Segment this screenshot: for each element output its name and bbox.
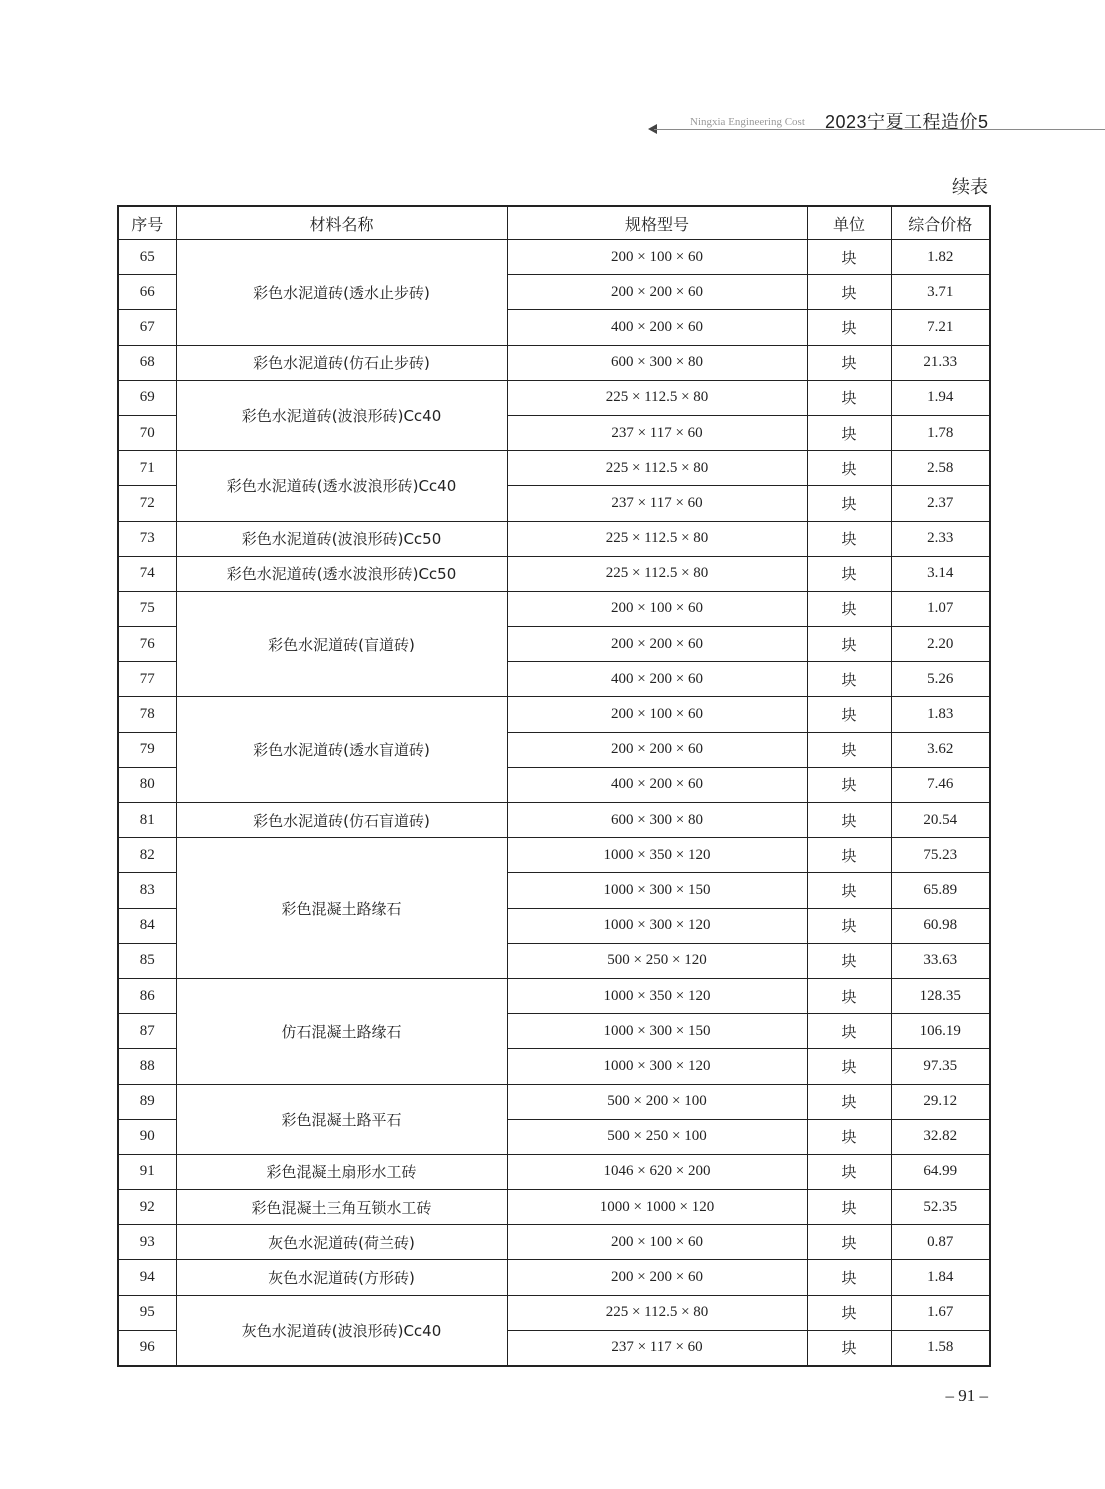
cell-no: 74 xyxy=(118,556,176,591)
cell-unit: 块 xyxy=(807,767,891,802)
cell-no: 87 xyxy=(118,1014,176,1049)
cell-spec: 500 × 200 × 100 xyxy=(507,1084,807,1119)
cell-material-name: 彩色混凝土扇形水工砖 xyxy=(176,1154,507,1189)
cell-unit: 块 xyxy=(807,943,891,978)
cell-spec: 200 × 200 × 60 xyxy=(507,1260,807,1295)
cell-no: 65 xyxy=(118,240,176,275)
cell-material-name: 彩色水泥道砖(透水波浪形砖)Cc40 xyxy=(176,451,507,521)
cell-unit: 块 xyxy=(807,838,891,873)
cell-no: 85 xyxy=(118,943,176,978)
cell-spec: 1000 × 350 × 120 xyxy=(507,838,807,873)
cell-spec: 1000 × 1000 × 120 xyxy=(507,1190,807,1225)
cell-unit: 块 xyxy=(807,521,891,556)
cell-price: 3.14 xyxy=(891,556,990,591)
table-body xyxy=(118,240,990,1367)
cell-price: 1.84 xyxy=(891,1260,990,1295)
price-table xyxy=(117,205,991,1367)
cell-material-name: 彩色水泥道砖(盲道砖) xyxy=(176,591,507,697)
cell-no: 75 xyxy=(118,591,176,626)
table-header-row xyxy=(118,206,990,240)
cell-material-name: 彩色混凝土三角互锁水工砖 xyxy=(176,1190,507,1225)
cell-price: 2.33 xyxy=(891,521,990,556)
cell-unit: 块 xyxy=(807,1119,891,1154)
cell-spec: 237 × 117 × 60 xyxy=(507,486,807,521)
cell-unit: 块 xyxy=(807,1330,891,1366)
cell-no: 93 xyxy=(118,1225,176,1260)
cell-no: 67 xyxy=(118,310,176,345)
column-header-unit: 单位 xyxy=(807,206,891,240)
cell-no: 86 xyxy=(118,978,176,1013)
cell-unit: 块 xyxy=(807,908,891,943)
cell-price: 128.35 xyxy=(891,978,990,1013)
cell-unit: 块 xyxy=(807,486,891,521)
cell-unit: 块 xyxy=(807,1154,891,1189)
cell-no: 81 xyxy=(118,803,176,838)
cell-spec: 225 × 112.5 × 80 xyxy=(507,556,807,591)
cell-unit: 块 xyxy=(807,1225,891,1260)
cell-no: 78 xyxy=(118,697,176,732)
cell-spec: 1000 × 300 × 150 xyxy=(507,873,807,908)
cell-unit: 块 xyxy=(807,310,891,345)
table-row xyxy=(118,1190,990,1225)
cell-spec: 237 × 117 × 60 xyxy=(507,415,807,450)
cell-no: 70 xyxy=(118,415,176,450)
cell-unit: 块 xyxy=(807,978,891,1013)
cell-spec: 200 × 100 × 60 xyxy=(507,697,807,732)
cell-no: 96 xyxy=(118,1330,176,1366)
cell-no: 71 xyxy=(118,451,176,486)
cell-spec: 400 × 200 × 60 xyxy=(507,662,807,697)
cell-price: 1.83 xyxy=(891,697,990,732)
table-row xyxy=(118,521,990,556)
cell-spec: 225 × 112.5 × 80 xyxy=(507,1295,807,1330)
cell-price: 5.26 xyxy=(891,662,990,697)
cell-spec: 600 × 300 × 80 xyxy=(507,345,807,380)
cell-unit: 块 xyxy=(807,1084,891,1119)
cell-material-name: 灰色水泥道砖(波浪形砖)Cc40 xyxy=(176,1295,507,1366)
cell-spec: 200 × 100 × 60 xyxy=(507,591,807,626)
cell-spec: 1046 × 620 × 200 xyxy=(507,1154,807,1189)
table-row xyxy=(118,591,990,626)
cell-spec: 200 × 100 × 60 xyxy=(507,1225,807,1260)
cell-material-name: 仿石混凝土路缘石 xyxy=(176,978,507,1084)
cell-spec: 1000 × 300 × 120 xyxy=(507,908,807,943)
table-row xyxy=(118,803,990,838)
table-row xyxy=(118,240,990,275)
cell-spec: 200 × 200 × 60 xyxy=(507,627,807,662)
column-header-name: 材料名称 xyxy=(176,206,507,240)
cell-unit: 块 xyxy=(807,415,891,450)
cell-price: 2.58 xyxy=(891,451,990,486)
cell-spec: 500 × 250 × 120 xyxy=(507,943,807,978)
table-row xyxy=(118,838,990,873)
cell-spec: 1000 × 350 × 120 xyxy=(507,978,807,1013)
cell-unit: 块 xyxy=(807,240,891,275)
cell-unit: 块 xyxy=(807,556,891,591)
cell-price: 97.35 xyxy=(891,1049,990,1084)
cell-no: 83 xyxy=(118,873,176,908)
cell-no: 82 xyxy=(118,838,176,873)
cell-material-name: 彩色水泥道砖(透水止步砖) xyxy=(176,240,507,346)
cell-price: 21.33 xyxy=(891,345,990,380)
header-chinese-title: 2023宁夏工程造价5 xyxy=(825,112,989,132)
table-row xyxy=(118,1084,990,1119)
cell-spec: 200 × 200 × 60 xyxy=(507,275,807,310)
cell-unit: 块 xyxy=(807,275,891,310)
cell-no: 79 xyxy=(118,732,176,767)
cell-price: 2.20 xyxy=(891,627,990,662)
cell-unit: 块 xyxy=(807,1260,891,1295)
cell-price: 3.71 xyxy=(891,275,990,310)
cell-price: 1.82 xyxy=(891,240,990,275)
table-row xyxy=(118,978,990,1013)
table-row xyxy=(118,1260,990,1295)
cell-material-name: 灰色水泥道砖(方形砖) xyxy=(176,1260,507,1295)
cell-price: 0.87 xyxy=(891,1225,990,1260)
header-english-title: Ningxia Engineering Cost xyxy=(690,116,805,128)
cell-no: 80 xyxy=(118,767,176,802)
cell-price: 7.21 xyxy=(891,310,990,345)
cell-no: 72 xyxy=(118,486,176,521)
cell-unit: 块 xyxy=(807,873,891,908)
cell-price: 20.54 xyxy=(891,803,990,838)
cell-no: 73 xyxy=(118,521,176,556)
cell-no: 89 xyxy=(118,1084,176,1119)
cell-price: 52.35 xyxy=(891,1190,990,1225)
cell-price: 33.63 xyxy=(891,943,990,978)
cell-unit: 块 xyxy=(807,591,891,626)
cell-unit: 块 xyxy=(807,732,891,767)
cell-spec: 200 × 200 × 60 xyxy=(507,732,807,767)
cell-price: 60.98 xyxy=(891,908,990,943)
cell-no: 88 xyxy=(118,1049,176,1084)
cell-price: 1.58 xyxy=(891,1330,990,1366)
cell-no: 92 xyxy=(118,1190,176,1225)
cell-spec: 225 × 112.5 × 80 xyxy=(507,451,807,486)
cell-price: 7.46 xyxy=(891,767,990,802)
cell-unit: 块 xyxy=(807,697,891,732)
cell-no: 68 xyxy=(118,345,176,380)
cell-material-name: 灰色水泥道砖(荷兰砖) xyxy=(176,1225,507,1260)
cell-no: 77 xyxy=(118,662,176,697)
cell-no: 69 xyxy=(118,380,176,415)
cell-unit: 块 xyxy=(807,345,891,380)
cell-no: 95 xyxy=(118,1295,176,1330)
cell-material-name: 彩色水泥道砖(波浪形砖)Cc40 xyxy=(176,380,507,450)
cell-spec: 237 × 117 × 60 xyxy=(507,1330,807,1366)
cell-spec: 200 × 100 × 60 xyxy=(507,240,807,275)
cell-spec: 1000 × 300 × 120 xyxy=(507,1049,807,1084)
cell-material-name: 彩色水泥道砖(仿石止步砖) xyxy=(176,345,507,380)
cell-price: 65.89 xyxy=(891,873,990,908)
cell-no: 91 xyxy=(118,1154,176,1189)
cell-unit: 块 xyxy=(807,451,891,486)
cell-no: 76 xyxy=(118,627,176,662)
cell-spec: 400 × 200 × 60 xyxy=(507,767,807,802)
page-number: – 91 – xyxy=(945,1386,988,1405)
cell-spec: 225 × 112.5 × 80 xyxy=(507,380,807,415)
cell-price: 1.07 xyxy=(891,591,990,626)
column-header-spec: 规格型号 xyxy=(507,206,807,240)
running-header xyxy=(650,108,1105,136)
cell-spec: 500 × 250 × 100 xyxy=(507,1119,807,1154)
cell-price: 29.12 xyxy=(891,1084,990,1119)
table-row xyxy=(118,697,990,732)
table-row xyxy=(118,1225,990,1260)
cell-price: 2.37 xyxy=(891,486,990,521)
cell-no: 94 xyxy=(118,1260,176,1295)
cell-material-name: 彩色水泥道砖(透水波浪形砖)Cc50 xyxy=(176,556,507,591)
cell-unit: 块 xyxy=(807,380,891,415)
cell-no: 66 xyxy=(118,275,176,310)
cell-material-name: 彩色水泥道砖(透水盲道砖) xyxy=(176,697,507,803)
table-row xyxy=(118,380,990,415)
cell-material-name: 彩色水泥道砖(仿石盲道砖) xyxy=(176,803,507,838)
cell-price: 32.82 xyxy=(891,1119,990,1154)
cell-unit: 块 xyxy=(807,1014,891,1049)
table-row xyxy=(118,1295,990,1330)
cell-material-name: 彩色混凝土路缘石 xyxy=(176,838,507,979)
cell-unit: 块 xyxy=(807,662,891,697)
cell-unit: 块 xyxy=(807,1190,891,1225)
cell-price: 1.94 xyxy=(891,380,990,415)
continued-label: 续表 xyxy=(952,177,988,198)
cell-material-name: 彩色混凝土路平石 xyxy=(176,1084,507,1154)
cell-price: 1.67 xyxy=(891,1295,990,1330)
cell-unit: 块 xyxy=(807,627,891,662)
cell-price: 64.99 xyxy=(891,1154,990,1189)
cell-spec: 600 × 300 × 80 xyxy=(507,803,807,838)
cell-spec: 225 × 112.5 × 80 xyxy=(507,521,807,556)
cell-unit: 块 xyxy=(807,1295,891,1330)
table-row xyxy=(118,1154,990,1189)
cell-no: 84 xyxy=(118,908,176,943)
cell-price: 3.62 xyxy=(891,732,990,767)
column-header-price: 综合价格 xyxy=(891,206,990,240)
cell-spec: 400 × 200 × 60 xyxy=(507,310,807,345)
cell-unit: 块 xyxy=(807,1049,891,1084)
table-row xyxy=(118,451,990,486)
cell-price: 75.23 xyxy=(891,838,990,873)
table-row xyxy=(118,345,990,380)
cell-no: 90 xyxy=(118,1119,176,1154)
cell-price: 1.78 xyxy=(891,415,990,450)
cell-unit: 块 xyxy=(807,803,891,838)
column-header-no: 序号 xyxy=(118,206,176,240)
cell-material-name: 彩色水泥道砖(波浪形砖)Cc50 xyxy=(176,521,507,556)
table-row xyxy=(118,556,990,591)
cell-spec: 1000 × 300 × 150 xyxy=(507,1014,807,1049)
cell-price: 106.19 xyxy=(891,1014,990,1049)
